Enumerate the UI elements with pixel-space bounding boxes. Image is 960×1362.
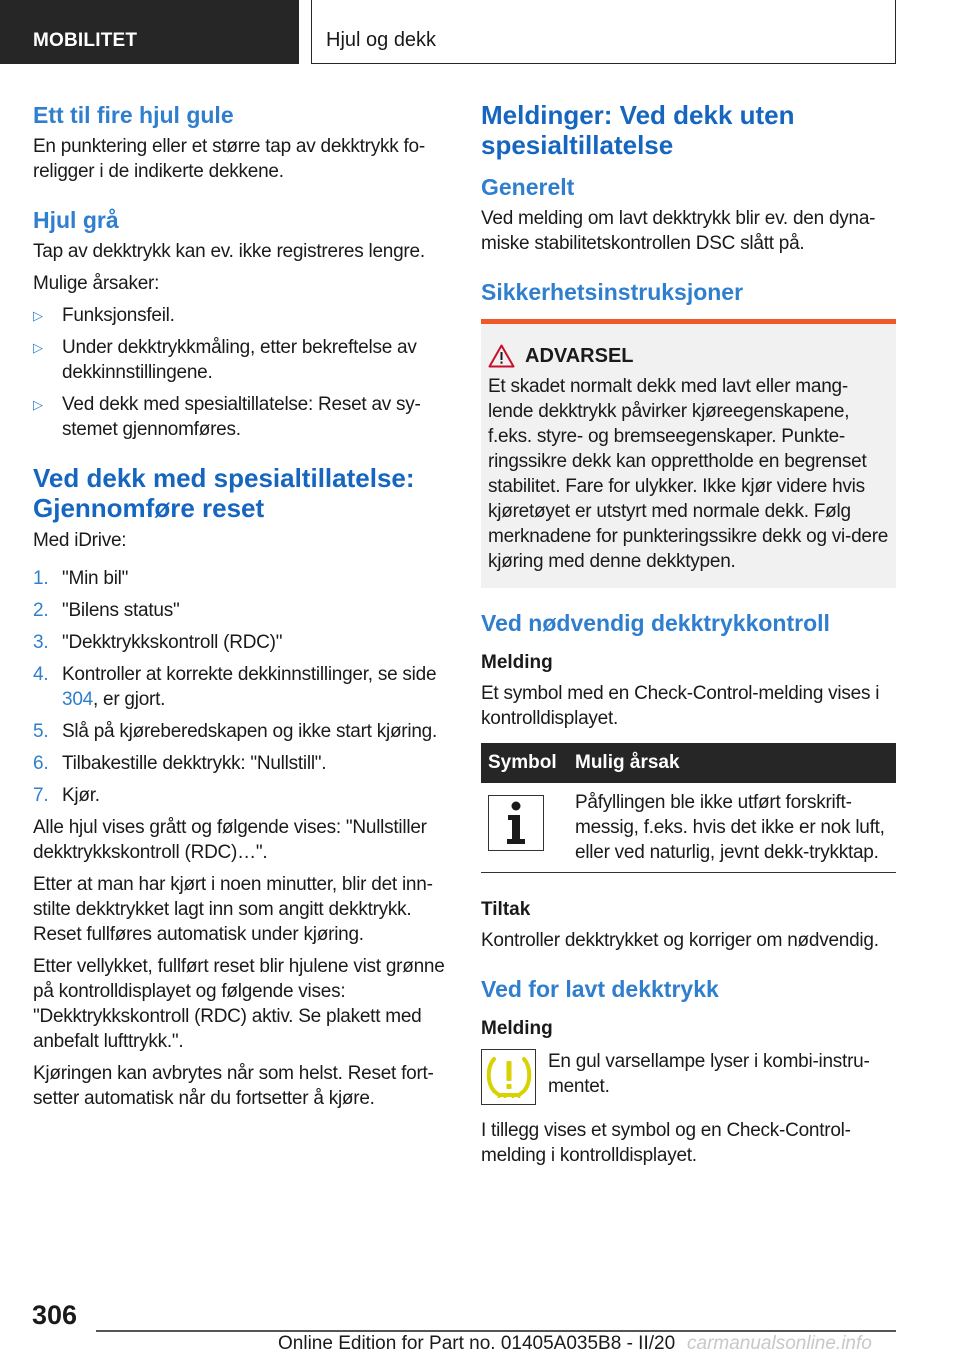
chapter-tab <box>311 0 896 64</box>
paragraph-tillegg: I tillegg vises et symbol og en Check-Control-melding i kontrolldisplayet. <box>481 1120 851 1166</box>
heading-for-lavt-dekktrykk: Ved for lavt dekktrykk <box>481 976 719 1002</box>
footer-divider <box>96 1330 896 1332</box>
label-tiltak: Tiltak <box>481 899 531 920</box>
info-icon <box>488 795 544 851</box>
table-cell-symbol <box>481 783 568 873</box>
step-item: 2. "Bilens status" <box>33 600 180 621</box>
step-item: 5. Slå på kjøreberedskapen og ikke start kjøring. <box>33 721 438 742</box>
footer-edition: Online Edition for Part no. 01405A035B8 - II/20 <box>278 1333 676 1354</box>
paragraph-tiltak: Kontroller dekktrykket og korriger om nødvendig. <box>481 930 879 951</box>
label-melding-2: Melding <box>481 1018 553 1039</box>
chapter-title: Hjul og dekk <box>326 29 437 51</box>
section-title: MOBILITET <box>33 30 138 51</box>
paragraph-generelt: Ved melding om lavt dekktrykk blir ev. den dyna-miske stabilitetskontrollen DSC slått på. <box>481 208 876 254</box>
step-item: 7. Kjør. <box>33 785 100 806</box>
heading-ett-til-fire-hjul-gule: Ett til fire hjul gule <box>33 102 234 128</box>
paragraph-avbrytes: Kjøringen kan avbrytes når som helst. Reset fort-setter automatisk når du fortsetter å kjøre. <box>33 1063 434 1109</box>
warning-text: Et skadet normalt dekk med lavt eller mang-lende dekktrykk påvirker kjøreegenskapene, f.eks. styre- og bremseegenskaper. Punkte-ringssikre dekk kan opprettholde en begrenset stabilitet. Fare for ulykker. Ikke kjør videre hvis kjøretøyet er utstyrt med normale dekk. Følg merknadene for punkteringssikre dekk og vi-dere kjøring med denne dekktypen. <box>488 376 889 572</box>
paragraph-varsellampe: En gul varsellampe lyser i kombi-instru-mentet. <box>548 1051 870 1097</box>
right-column <box>481 100 896 1175</box>
label-melding: Melding <box>481 652 553 673</box>
paragraph-arsaker: Mulige årsaker: <box>33 273 160 294</box>
heading-generelt: Generelt <box>481 174 575 200</box>
heading-meldinger: Meldinger: Ved dekk uten spesialtillatelse <box>481 100 795 160</box>
paragraph-etter: Etter at man har kjørt i noen minutter, blir det inn-stilte dekktrykket lagt inn som angitt dekktrykk. Reset fullføres automatisk under kjøring. <box>33 874 433 945</box>
step-item: 3. "Dekktrykkskontroll (RDC)" <box>33 632 283 653</box>
warning-triangle-icon <box>488 344 515 368</box>
tire-pressure-warning-icon <box>481 1049 536 1105</box>
paragraph-gra: Tap av dekktrykk kan ev. ikke registreres lengre. <box>33 241 425 262</box>
warning-box <box>481 324 896 588</box>
symbol-table <box>481 743 896 873</box>
causes-list <box>33 303 448 442</box>
list-item: ▷ Funksjonsfeil. <box>33 305 175 326</box>
triangle-bullet-icon: ▷ <box>33 308 43 323</box>
page-link-304[interactable]: 304 <box>62 689 93 710</box>
list-item: ▷ Ved dekk med spesialtillatelse: Reset av sy-stemet gjennomføres. <box>33 394 421 440</box>
warning-title: ADVARSEL <box>525 344 634 367</box>
step-item: 6. Tilbakestille dekktrykk: "Nullstill". <box>33 753 327 774</box>
paragraph-gule: En punktering eller et større tap av dekktrykk fo-religger i de indikerte dekkene. <box>33 136 425 182</box>
step-item: 4. Kontroller at korrekte dekkinnstillinger, se side 304, er gjort. <box>33 664 437 710</box>
section-tab <box>0 0 299 64</box>
paragraph-vellykket: Etter vellykket, fullført reset blir hjulene vist grønne på kontrolldisplayet og følgende vises: "Dekktrykkskontroll (RDC) aktiv. Se plakett med anbefalt lufttrykk.". <box>33 956 445 1052</box>
triangle-bullet-icon: ▷ <box>33 397 43 412</box>
triangle-bullet-icon: ▷ <box>33 340 43 355</box>
paragraph-melding: Et symbol med en Check-Control-melding vises i kontrolldisplayet. <box>481 683 880 729</box>
list-item: ▷ Under dekktrykkmåling, etter bekreftelse av dekkinnstillingene. <box>33 337 417 383</box>
table-cell-reason: Påfyllingen ble ikke utført forskrift-messig, f.eks. hvis det ikke er nok luft, eller ved naturlig, jevnt dekk-trykktap. <box>568 783 896 873</box>
heading-sikkerhetsinstruksjoner: Sikkerhetsinstruksjoner <box>481 279 744 305</box>
heading-gjennomfore-reset: Ved dekk med spesialtillatelse: Gjennomføre reset <box>33 463 415 523</box>
paragraph-idrive: Med iDrive: <box>33 530 127 551</box>
left-column <box>33 100 448 1118</box>
column-header-symbol: Symbol <box>481 743 568 783</box>
page-number: 306 <box>32 1300 78 1330</box>
paragraph-alle-hjul: Alle hjul vises grått og følgende vises: "Nullstiller dekktrykkskontroll (RDC)…". <box>33 817 427 863</box>
reset-steps-list <box>33 566 448 808</box>
heading-hjul-gra: Hjul grå <box>33 207 119 233</box>
footer-watermark: carmanualsonline.info <box>687 1333 872 1354</box>
step-item: 1. "Min bil" <box>33 568 129 589</box>
column-header-mulig-arsak: Mulig årsak <box>568 743 896 783</box>
table-row <box>481 783 896 873</box>
heading-nodvendig-dekktrykkontroll: Ved nødvendig dekktrykkontroll <box>481 610 830 636</box>
tpms-lamp-row <box>481 1049 896 1106</box>
